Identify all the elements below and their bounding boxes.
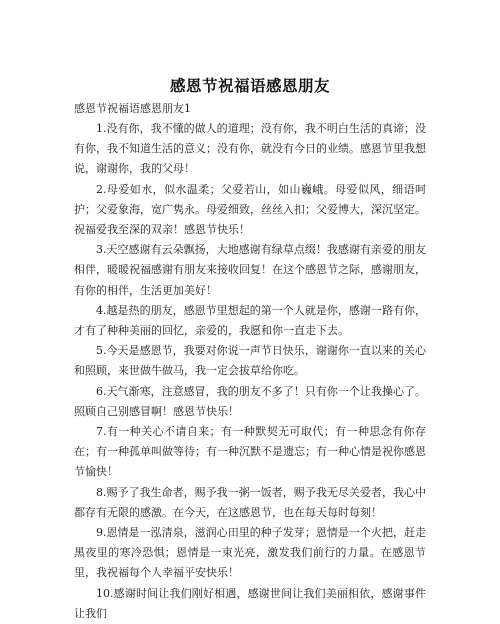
- paragraph-8: 8.赐予了我生命者，赐予我一粥一饭者，赐予我无尽关爱者，我心中都存有无限的感激。在今天，在这感恩节，也在每天每时每刻！: [74, 485, 426, 519]
- paragraph-5: 5.今天是感恩节，我要对你说一声节日快乐，谢谢你一直以来的关心和照顾，来世做牛做马，我一定会拔草给你吃。: [74, 344, 426, 378]
- paragraph-3: 3.天空感谢有云朵飘扬，大地感谢有绿草点缀！我感谢有亲爱的朋友相伴，暖暖祝福感谢有朋友来接收回复！在这个感恩节之际，感谢朋友，有你的相伴，生活更加美好！: [74, 243, 426, 297]
- paragraph-6: 6.天气渐寒，注意感冒，我的朋友不多了！只有你一个让我操心了。照顾自己别感冒啊！感恩节快乐！: [74, 384, 426, 418]
- section-subtitle: 感恩节祝福语感恩朋友1: [74, 102, 191, 115]
- paragraph-2: 2.母爱如水，似水温柔；父爱若山，如山巍峨。母爱似风，细语呵护；父爱象海，宽广隽永。母爱细致，丝丝入扣；父爱博大，深沉坚定。祝福爱我至深的双亲！感恩节快乐！: [74, 182, 426, 237]
- paragraph-1: 1.没有你，我不懂的做人的道理；没有你，我不明白生活的真谛；没有你，我不知道生活的意义；没有你，就没有今日的业绩。感恩节里我想说，谢谢你，我的父母！: [74, 122, 426, 176]
- paragraph-4: 4.越是热的朋友，感恩节里想起的第一个人就是你，感谢一路有你，才有了种种美丽的回忆，亲爱的，我愿和你一直走下去。: [74, 303, 426, 338]
- paragraph-7: 7.有一种关心不请自来；有一种默契无可取代；有一种思念有你存在；有一种孤单叫做等待；有一种沉默不是遗忘；有一种心情是祝你感恩节愉快！: [74, 425, 426, 479]
- paragraph-9: 9.恩情是一泓清泉，滋润心田里的种子发芽；恩情是一个火把，赶走黑夜里的寒冷恐惧；恩情是一束光亮，激发我们前行的力量。在感恩节里，我祝福每个人幸福平安快乐！: [74, 526, 426, 580]
- paragraph-10: 10.感谢时间让我们刚好相遇，感谢世间让我们美丽相依，感谢事件让我们: [74, 586, 426, 620]
- paragraph-list: [74, 119, 426, 624]
- page-title: 感恩节祝福语感恩朋友: [169, 77, 330, 95]
